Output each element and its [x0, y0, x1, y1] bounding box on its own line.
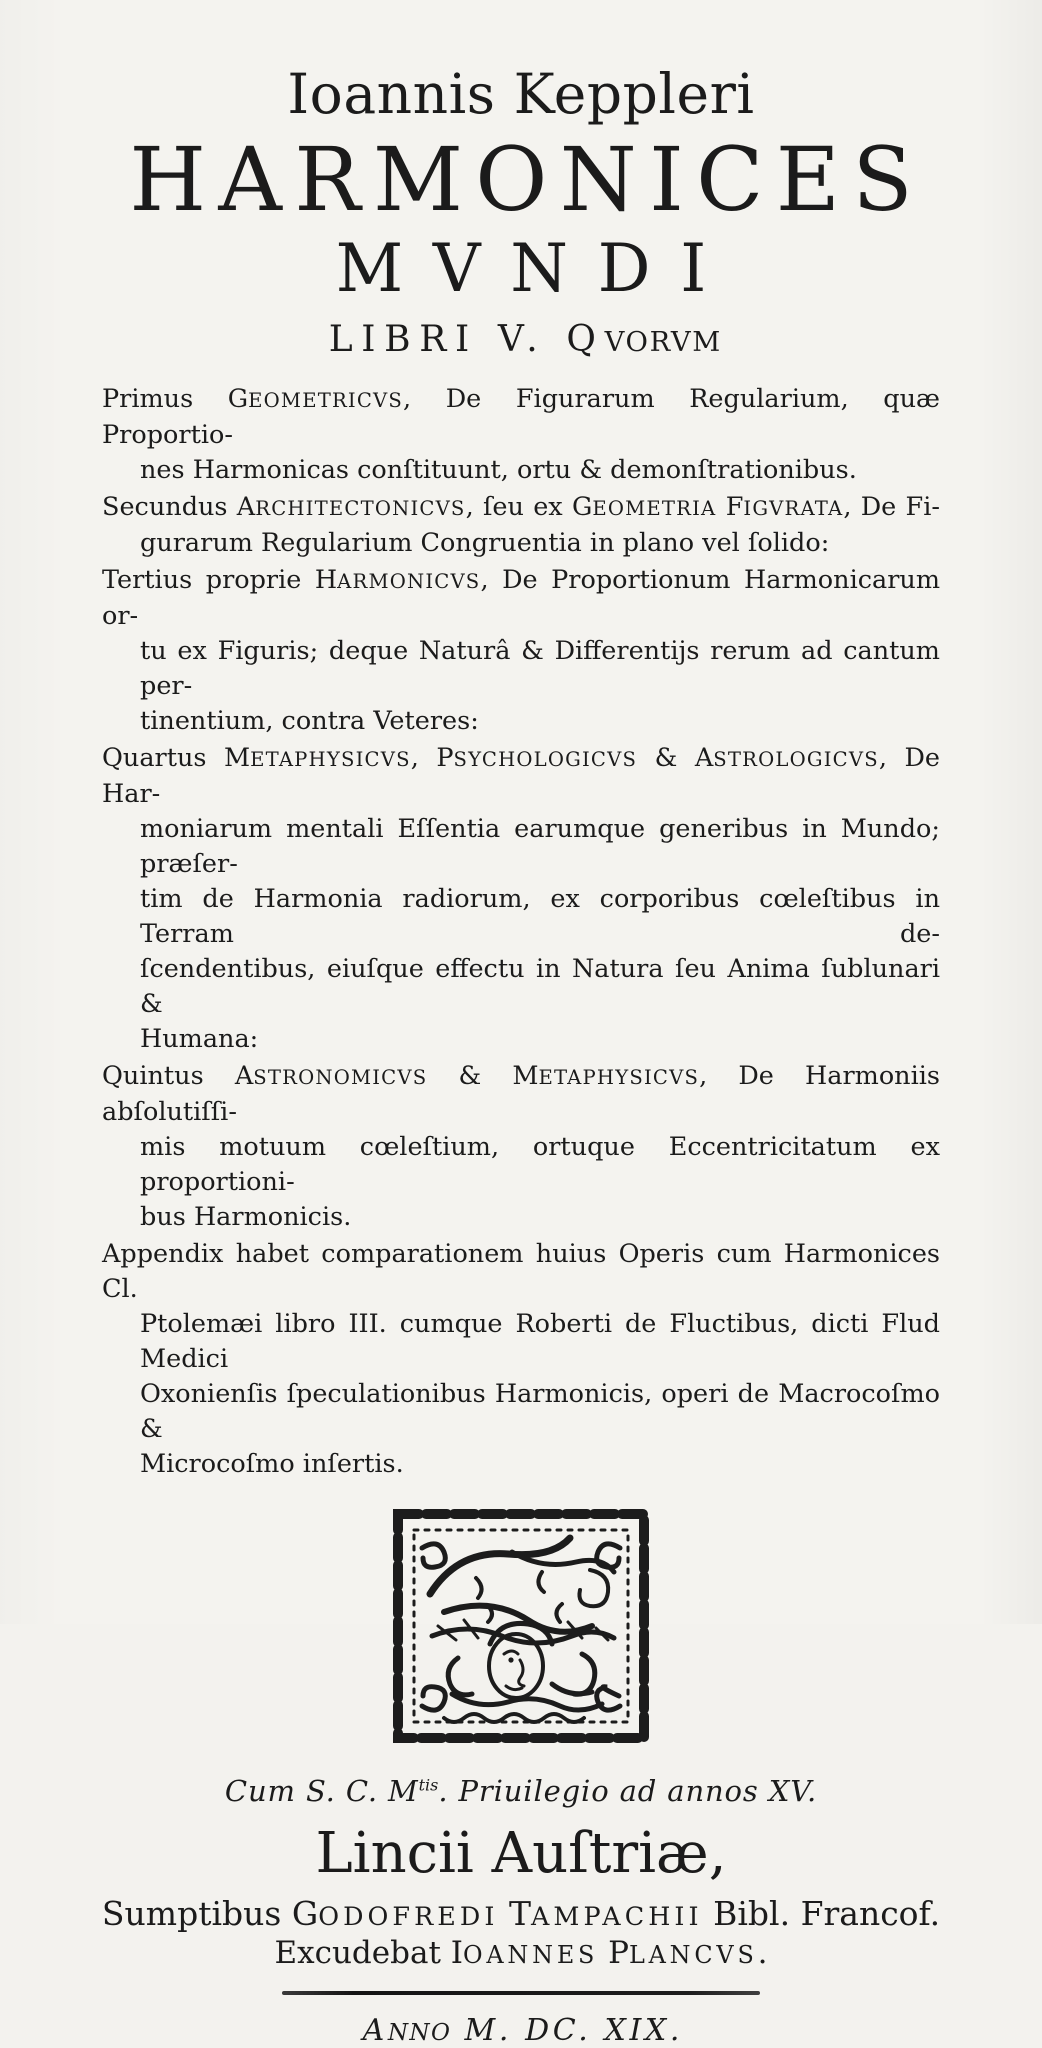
imprint-publisher: Sumptibus GODOFREDI TAMPACHII Bibl. Francof.: [101, 1893, 941, 1933]
book-paragraph-line: Humana:: [140, 1023, 259, 1054]
author-line: Ioannis Keppleri: [287, 62, 755, 126]
privilege-line: Cum S. C. $M^{tis}$. Priuilegio ad annos XV.: [224, 1773, 818, 1808]
book-paragraph-line: mis motuum cœleſtium, ortuque Eccentricitatum ex proportioni-: [140, 1131, 940, 1197]
book-paragraph-line: Primus GEOMETRICVS, De Figurarum Regularium, quæ Proportio-: [102, 383, 940, 450]
book-list: [102, 382, 940, 1482]
book-paragraph-line: moniarum mentali Eſſentia earumque generibus in Mundo; præſer-: [140, 813, 940, 879]
book-paragraph: [102, 1237, 940, 1482]
main-title: HARMONICES: [129, 127, 925, 231]
book-paragraph-line: nes Harmonicas conſtituunt, ortu & demonſtrationibus.: [140, 454, 857, 485]
libri-heading: LIBRI V. QVORVM: [328, 318, 722, 360]
book-paragraph-line: tu ex Figuris; deque Naturâ & Differentijs rerum ad cantum per-: [140, 635, 940, 701]
subtitle: MVNDI: [335, 229, 737, 307]
book-paragraph: [102, 490, 940, 561]
book-paragraph-line: gurarum Regularium Congruentia in plano vel ſolido:: [140, 527, 830, 558]
book-paragraph-line: Quartus METAPHYSICVS, PSYCHOLOGICVS & ASTROLOGICVS, De Har-: [102, 742, 940, 809]
book-paragraph-line: Secundus ARCHITECTONICVS, ſeu ex GEOMETRIA FIGVRATA, De Fi-: [102, 491, 940, 522]
book-paragraph-line: Microcoſmo inſertis.: [140, 1448, 404, 1479]
imprint-city: Lincii Auſtriæ,: [315, 1820, 727, 1886]
book-paragraph: [102, 741, 940, 1057]
book-paragraph: [102, 1059, 940, 1235]
woodcut-printer-ornament-icon: [392, 1508, 650, 1744]
divider-rule: [282, 1991, 760, 1995]
ornament-container: [0, 1508, 1042, 1744]
book-paragraph-line: ſcendentibus, eiuſque effectu in Natura ſeu Anima ſublunari &: [140, 953, 940, 1019]
book-paragraph-line: Ptolemæi libro III. cumque Roberti de Fluctibus, dicti Flud Medici: [140, 1308, 940, 1374]
book-paragraph-line: bus Harmonicis.: [140, 1201, 352, 1232]
imprint-printer: Excudebat IOANNES PLANCVS.: [274, 1935, 768, 1972]
anno-line: ANNO M. DC. XIX.: [362, 2012, 683, 2048]
book-paragraph: [102, 382, 940, 488]
book-paragraph-line: Tertius proprie HARMONICVS, De Proportionum Harmonicarum or-: [102, 564, 941, 631]
book-paragraph-line: Appendix habet comparationem huius Operis cum Harmonices Cl.: [102, 1238, 940, 1304]
book-paragraph-line: Oxonienſis ſpeculationibus Harmonicis, operi de Macrocoſmo &: [140, 1378, 940, 1444]
book-paragraph-line: tim de Harmonia radiorum, ex corporibus cœleſtibus in Terram de-: [140, 883, 940, 949]
book-paragraph: [102, 563, 940, 739]
book-paragraph-line: Quintus ASTRONOMICVS & METAPHYSICVS, De Harmoniis abſolutiſſi-: [102, 1060, 940, 1127]
book-paragraph-line: tinentium, contra Veteres:: [140, 705, 479, 736]
